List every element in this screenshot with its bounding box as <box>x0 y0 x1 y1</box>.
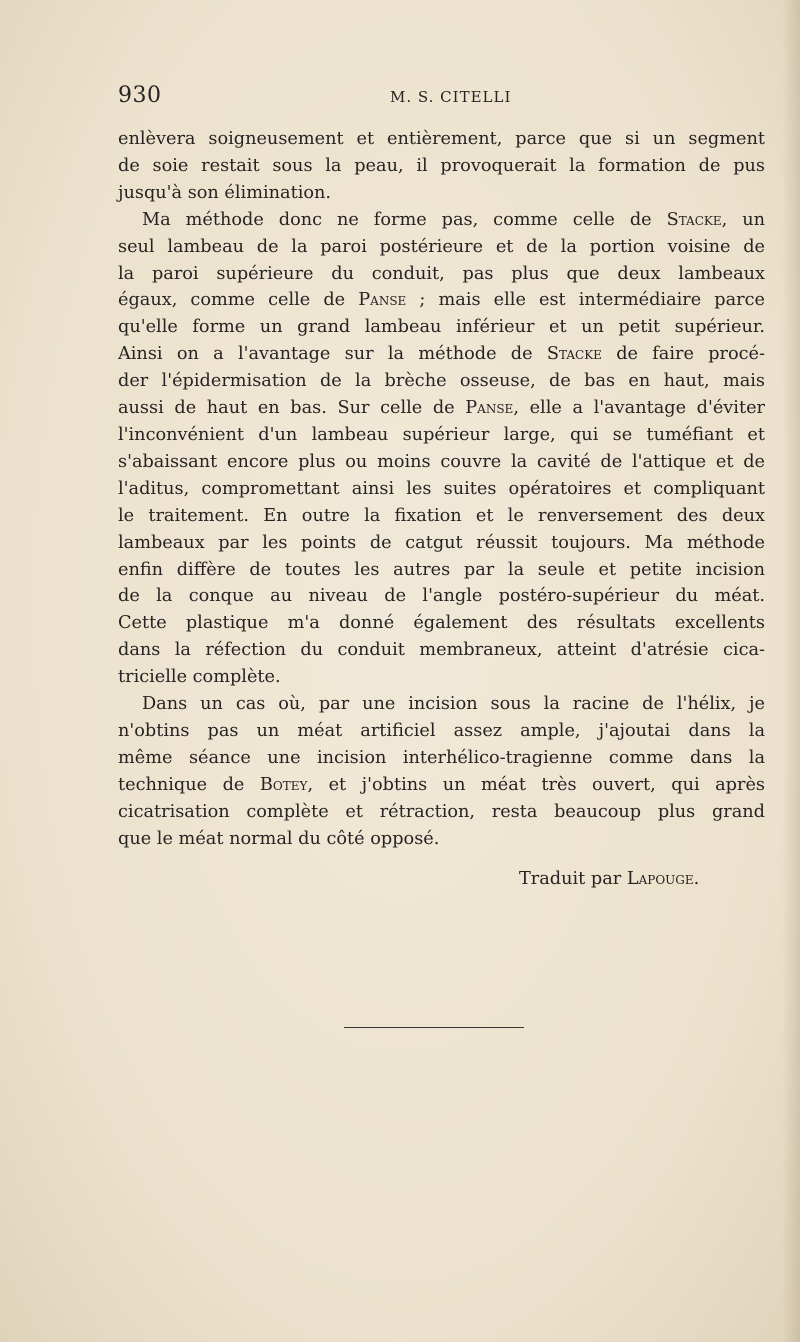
text-line: n'obtins pas un méat artificiel assez ample, j'ajoutai dans la <box>118 720 765 741</box>
text-line: cicatrisation complète et rétraction, resta beaucoup plus grand <box>118 801 765 822</box>
text-line: l'aditus, compromettant ainsi les suites opératoires et compliquant <box>118 478 765 499</box>
text-line: dans la réfection du conduit membraneux, atteint d'atrésie cica- <box>118 640 765 661</box>
text-line: enlèvera soigneusement et entièrement, parce que si un segment <box>118 129 765 149</box>
text-line: même séance une incision interhélico-tragienne comme dans la <box>118 747 765 768</box>
text-line: de la conque au niveau de l'angle postéro-supérieur du méat. <box>118 586 765 607</box>
text-line: qu'elle forme un grand lambeau inférieur et un petit supérieur. <box>118 317 765 338</box>
text-line: jusqu'à son élimination. <box>118 182 332 203</box>
text-line: tricielle complète. <box>118 667 281 688</box>
page-number: 930 <box>118 83 162 108</box>
end-rule <box>344 1027 524 1028</box>
text-line: Ma méthode donc ne forme pas, comme celle de Stacke, un <box>142 209 765 230</box>
running-head-author: M. S. CITELLI <box>390 88 512 106</box>
text-line: de soie restait sous la peau, il provoquerait la formation de pus <box>118 155 765 176</box>
text-line: la paroi supérieure du conduit, pas plus que deux lambeaux <box>118 263 765 284</box>
paragraph-2 <box>118 207 765 691</box>
text-line: Cette plastique m'a donné également des résultats excellents <box>118 613 765 634</box>
text-line: s'abaissant encore plus ou moins couvre la cavité de l'attique et de <box>118 451 765 472</box>
text-line: que le méat normal du côté opposé. <box>118 828 440 849</box>
running-head <box>118 83 768 113</box>
text-line: le traitement. En outre la fixation et le renversement des deux <box>118 505 765 526</box>
translator-credit: Traduit par Lapouge. <box>519 869 700 889</box>
text-line: égaux, comme celle de Panse ; mais elle est intermédiaire parce <box>118 290 765 311</box>
text-line: lambeaux par les points de catgut réussit toujours. Ma méthode <box>118 532 765 553</box>
text-line: der l'épidermisation de la brèche osseuse, de bas en haut, mais <box>118 371 765 392</box>
text-line: aussi de haut en bas. Sur celle de Panse, elle a l'avantage d'éviter <box>118 398 765 419</box>
text-line: Ainsi on a l'avantage sur la méthode de Stacke de faire procé- <box>118 344 765 365</box>
text-line: seul lambeau de la paroi postérieure et de la portion voisine de <box>118 236 765 257</box>
text-line: l'inconvénient d'un lambeau supérieur large, qui se tuméfiant et <box>118 424 765 445</box>
text-line: Dans un cas où, par une incision sous la racine de l'hélix, je <box>142 694 765 715</box>
text-line: technique de Botey, et j'obtins un méat très ouvert, qui après <box>118 774 765 795</box>
paragraph-3 <box>118 691 765 852</box>
text-line: enfin diffère de toutes les autres par la seule et petite incision <box>118 559 765 580</box>
body-text <box>118 126 765 852</box>
paragraph-1 <box>118 126 765 207</box>
